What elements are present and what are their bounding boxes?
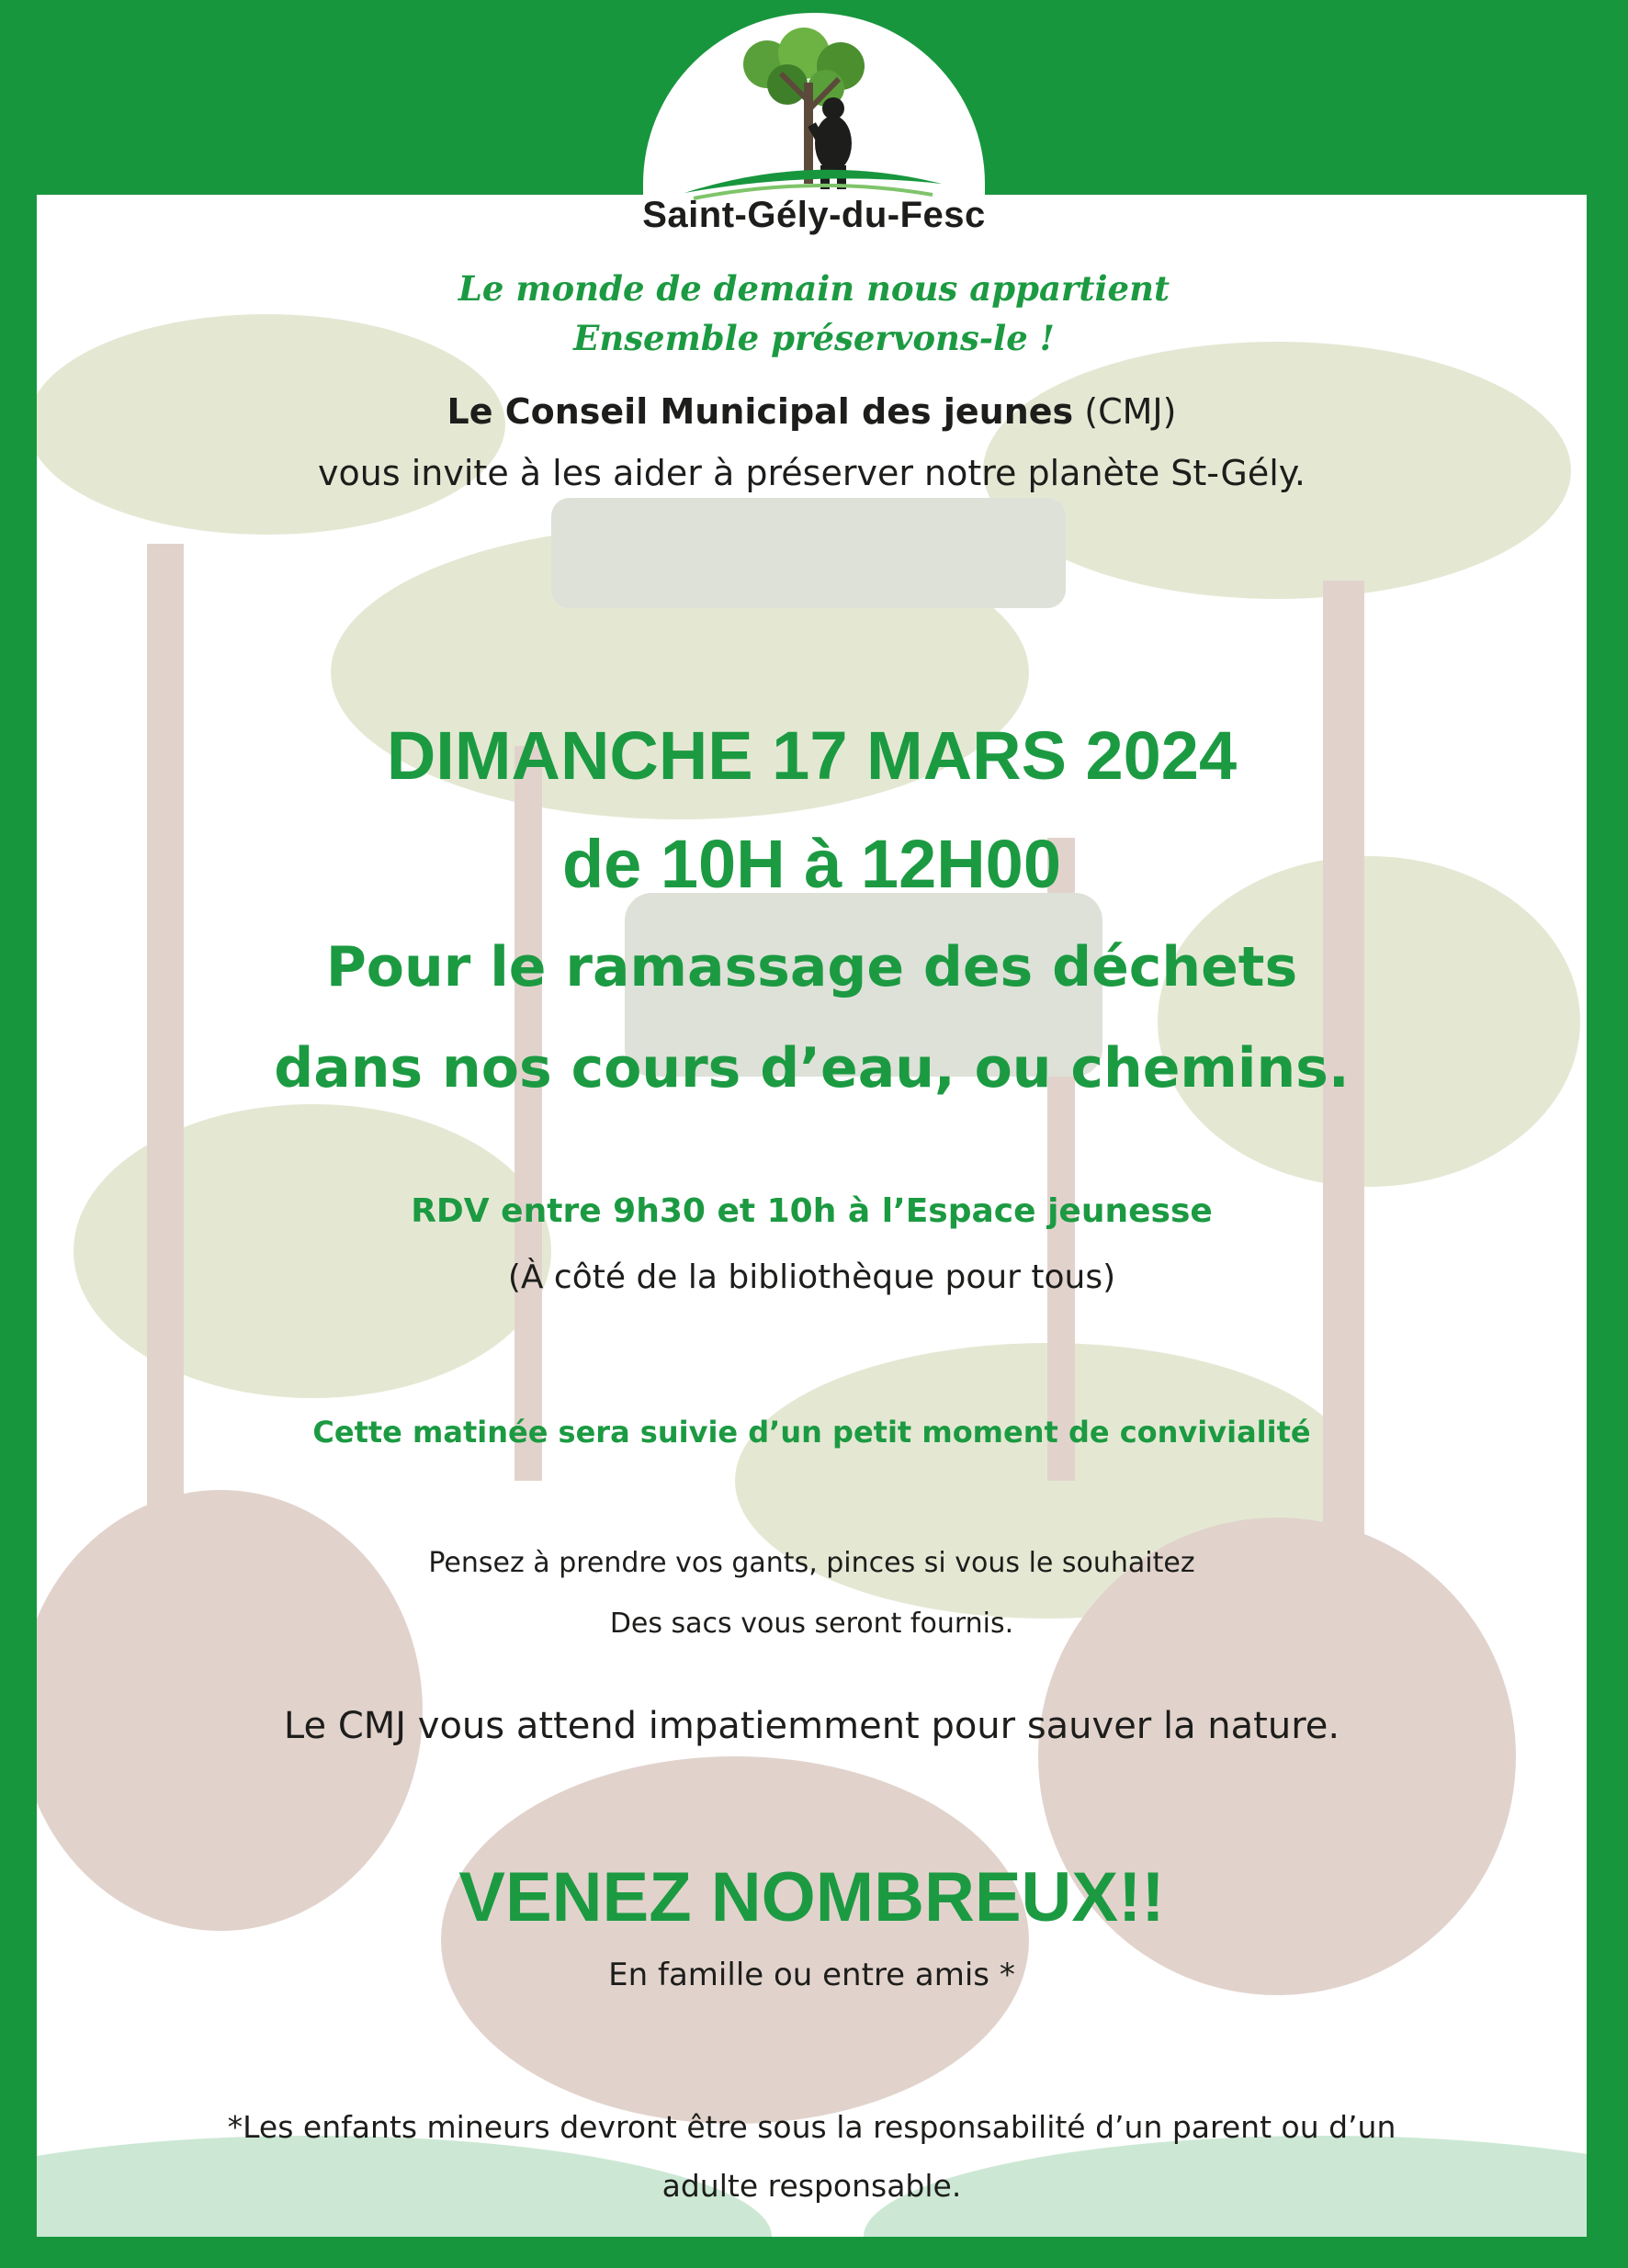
right-green-border [1587,0,1628,2268]
meeting-point: RDV entre 9h30 et 10h à l’Espace jeunesse [411,1192,1213,1230]
purpose-line-1: Pour le ramassage des déchets [325,935,1298,999]
call-to-action: VENEZ NOMBREUX!! [458,1858,1165,1936]
left-green-border [0,0,37,2268]
family-line: En famille ou entre amis * [608,1957,1015,1993]
motto-line-2: Ensemble préservons-le ! [573,318,1055,358]
waiting-message: Le CMJ vous attend impatiemment pour sauver la nature. [283,1705,1340,1747]
conviviality-note: Cette matinée sera suivie d’un petit moment de convivialité [312,1415,1311,1450]
intro-line-1 [37,391,1587,432]
bags-provided-note: Des sacs vous seront fournis. [609,1608,1014,1640]
bring-gloves-note: Pensez à prendre vos gants, pinces si vous le souhaitez [428,1547,1195,1579]
event-time: de 10H à 12H00 [561,826,1061,902]
event-date: DIMANCHE 17 MARS 2024 [386,717,1238,794]
intro-rest: (CMJ) [1073,391,1177,432]
purpose-line-2: dans nos cours d’eau, ou chemins. [274,1036,1350,1100]
minors-note-line-2: adulte responsable. [661,2168,962,2204]
meeting-point-detail: (À côté de la bibliothèque pour tous) [507,1258,1116,1296]
town-name: Saint-Gély-du-Fesc [642,195,986,235]
intro-bold: Le Conseil Municipal des jeunes [447,391,1074,432]
motto-line-1: Le monde de demain nous appartient [458,268,1170,309]
intro-line-2: vous invite à les aider à préserver notre planète St-Gély. [318,453,1306,493]
bottom-green-border [0,2237,1628,2268]
minors-note-line-1: *Les enfants mineurs devront être sous la responsabilité d’un parent ou d’un [227,2109,1396,2145]
